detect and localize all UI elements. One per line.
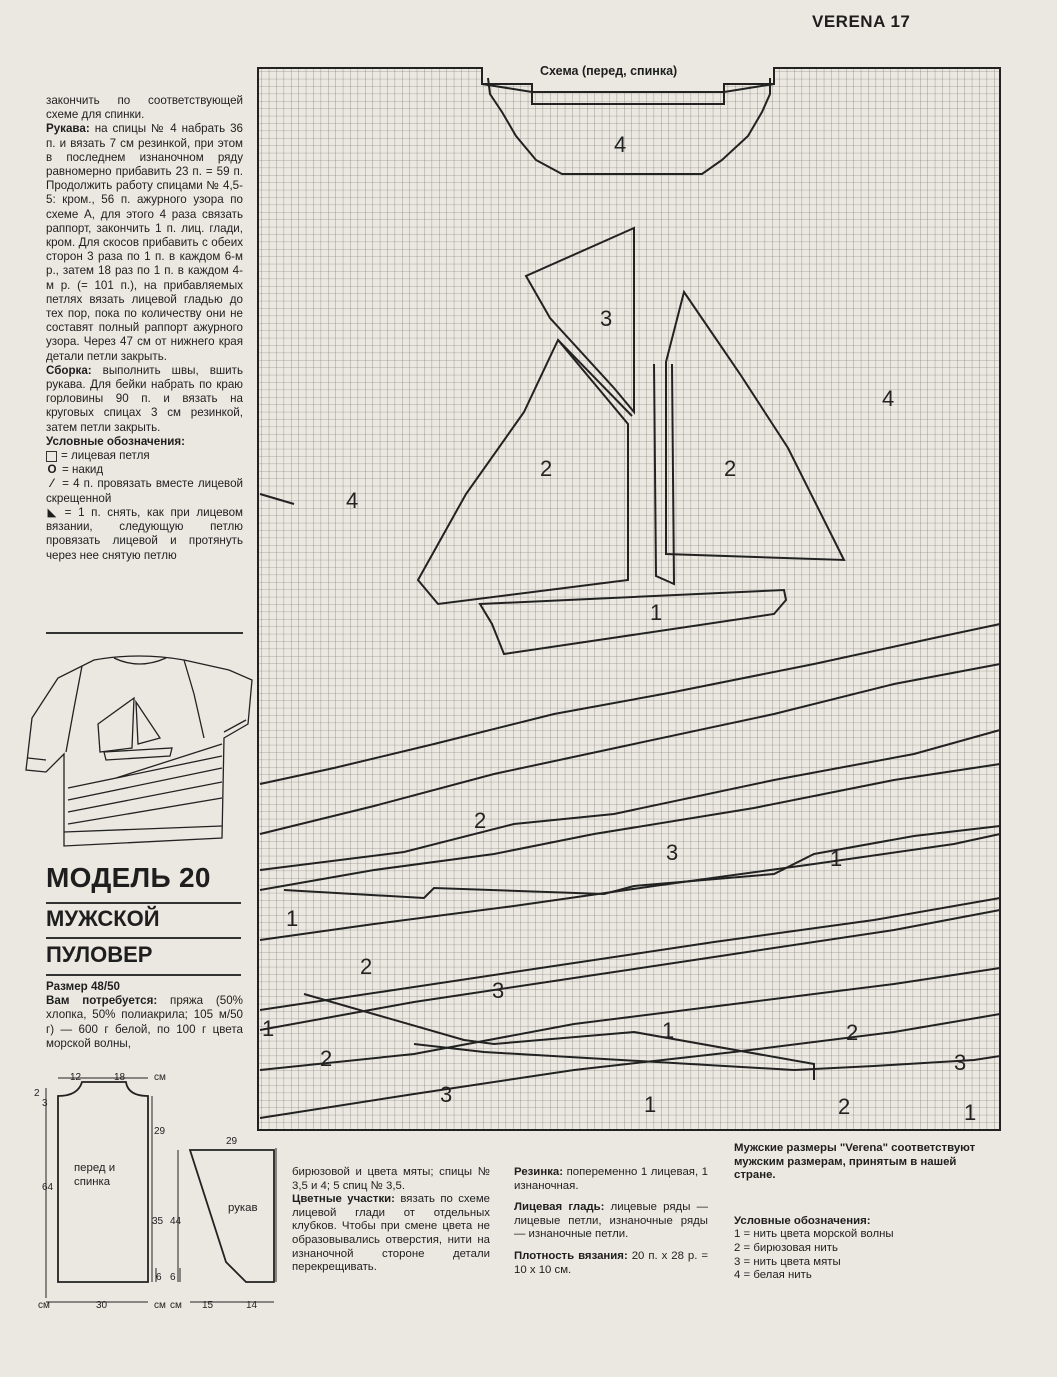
- chart-label: 1: [262, 1016, 275, 1041]
- bottom-col-2: Резинка: попеременно 1 лицевая, 1 изнаночная. Лицевая гладь: лицевые ряды — лицевые петли, изнаночные ряды — изнаночные петли. Плотность вязания: 20 п. x 28 р. = 10 x 10 см.: [514, 1166, 708, 1276]
- front-back-label: перед и спинка: [74, 1162, 116, 1188]
- color-legend-item: 4 = белая нить: [734, 1269, 812, 1282]
- paragraph-1: закончить по соответствующей схеме для спинки.: [46, 94, 243, 122]
- svg-text:см: см: [154, 1300, 166, 1311]
- sweater-illustration: [24, 648, 256, 860]
- svg-text:29: 29: [154, 1126, 166, 1137]
- size: Размер 48/50: [46, 980, 120, 993]
- chart-title: Схема (перед, спинка): [540, 64, 678, 78]
- chart-label: 4: [614, 132, 627, 157]
- legend-row-k4tog: ⁄ = 4 п. провязать вместе лицевой скрещенной: [46, 477, 243, 505]
- svg-text:2: 2: [34, 1088, 40, 1099]
- color-legend-title: Условные обозначения:: [734, 1214, 871, 1227]
- svg-text:64: 64: [42, 1182, 54, 1193]
- bottom-col-1: бирюзовой и цвета мяты; спицы № 3,5 и 4; 5 спиц № 3,5. Цветные участки: вязать по схеме лицевой глади от отдельных клубков. Чтобы при смене цвета не образовывались отверстия, нити на изнаночной стороне детали перекрещивать.: [292, 1166, 490, 1274]
- color-legend-item: 3 = нить цвета мяты: [734, 1255, 841, 1268]
- color-legend-item: 2 = бирюзовая нить: [734, 1241, 838, 1254]
- chart-label: 4: [882, 386, 895, 411]
- model-title: МОДЕЛЬ 20: [46, 862, 211, 893]
- legend-row-skp: ◣ = 1 п. снять, как при лицевом вязании, следующую петлю провязать лицевой и протянуть через нее снятую петлю: [46, 505, 243, 562]
- chart-label: 1: [964, 1100, 977, 1125]
- svg-text:30: 30: [96, 1300, 108, 1311]
- chart-label: 1: [644, 1092, 657, 1117]
- chart-label: 3: [440, 1082, 453, 1107]
- paragraph-assembly: Сборка: выполнить швы, вшить рукава. Для бейки набрать по краю горловины 90 п. и вязать на круговых спицах 3 см резинкой, затем петли закрыть.: [46, 363, 243, 434]
- chart-label: 3: [600, 306, 613, 331]
- pattern-pieces-diagram: [30, 1068, 280, 1314]
- svg-text:3: 3: [42, 1098, 48, 1109]
- title-divider: [46, 902, 241, 904]
- chart-label: 2: [724, 456, 737, 481]
- svg-text:12: 12: [70, 1072, 82, 1083]
- chart-label: 2: [838, 1094, 851, 1119]
- svg-text:44: 44: [170, 1216, 182, 1227]
- title-divider-2: [46, 937, 241, 939]
- square-icon: [46, 451, 57, 462]
- page-header: VERENA 17: [812, 12, 911, 31]
- sizes-note: Мужские размеры "Verena" соответствуют мужским размерам, принятым в нашей стране.: [734, 1142, 976, 1182]
- chart-label: 4: [346, 488, 359, 513]
- svg-text:29: 29: [226, 1136, 238, 1147]
- svg-text:6: 6: [156, 1272, 162, 1283]
- chart-label: 2: [360, 954, 373, 979]
- svg-text:см: см: [38, 1300, 50, 1311]
- chart-label: 1: [830, 846, 843, 871]
- sleeve-label: рукав: [228, 1202, 258, 1214]
- chart-label: 2: [846, 1020, 859, 1045]
- chart-label: 2: [320, 1046, 333, 1071]
- svg-text:см: см: [154, 1072, 166, 1083]
- svg-text:35: 35: [152, 1216, 164, 1227]
- materials-text: Размер 48/50 Вам потребуется: пряжа (50% хлопка, 50% полиакрила; 105 м/50 г) — 600 г белой, по 100 г цвета морской волны,: [46, 980, 243, 1050]
- chart-label: 2: [474, 808, 487, 833]
- instructions-text: [46, 94, 243, 563]
- paragraph-sleeves: Рукава: на спицы № 4 набрать 36 п. и вязать 7 см резинкой, при этом в последнем изнаночном ряду равномерно прибавить 23 п. = 59 п. Продолжить работу спицами № 4,5-5: кром., 56 п. ажурного узора по схеме А, для этого 4 раза связать раппорт, закончить 1 п. лиц. глади, кром. Для скосов прибавить с обеих сторон 3 раза по 1 п. в каждом 6-м р., затем 18 раз по 1 п. в каждом 4-м р. (= 101 п.), на прибавляемых петлях вязать лицевой гладью до тех пор, пока по количеству они не составят полный раппорт ажурного узора. Через 47 см от нижнего края детали петли закрыть.: [46, 122, 243, 363]
- legend-row-yarnover: O = накид: [47, 463, 104, 477]
- chart-label: 3: [666, 840, 679, 865]
- legend-row-knit: = лицевая петля: [46, 449, 243, 463]
- bottom-col-3: [734, 1142, 984, 1283]
- chart-label: 1: [650, 600, 663, 625]
- svg-text:6: 6: [170, 1272, 176, 1283]
- svg-text:15: 15: [202, 1300, 214, 1311]
- chart-label: 1: [662, 1018, 675, 1043]
- legend-title: Условные обозначения:: [46, 434, 185, 448]
- divider: [46, 632, 243, 634]
- svg-text:18: 18: [114, 1072, 126, 1083]
- svg-text:см: см: [170, 1300, 182, 1311]
- svg-text:14: 14: [246, 1300, 258, 1311]
- model-line1: МУЖСКОЙ: [46, 906, 160, 931]
- color-legend-item: 1 = нить цвета морской волны: [734, 1228, 894, 1241]
- knitting-chart: [254, 64, 1006, 1136]
- chart-label: 1: [286, 906, 299, 931]
- chart-label: 3: [492, 978, 505, 1003]
- chart-label: 2: [540, 456, 553, 481]
- model-line2: ПУЛОВЕР: [46, 942, 153, 967]
- chart-label: 3: [954, 1050, 967, 1075]
- title-divider-3: [46, 974, 241, 976]
